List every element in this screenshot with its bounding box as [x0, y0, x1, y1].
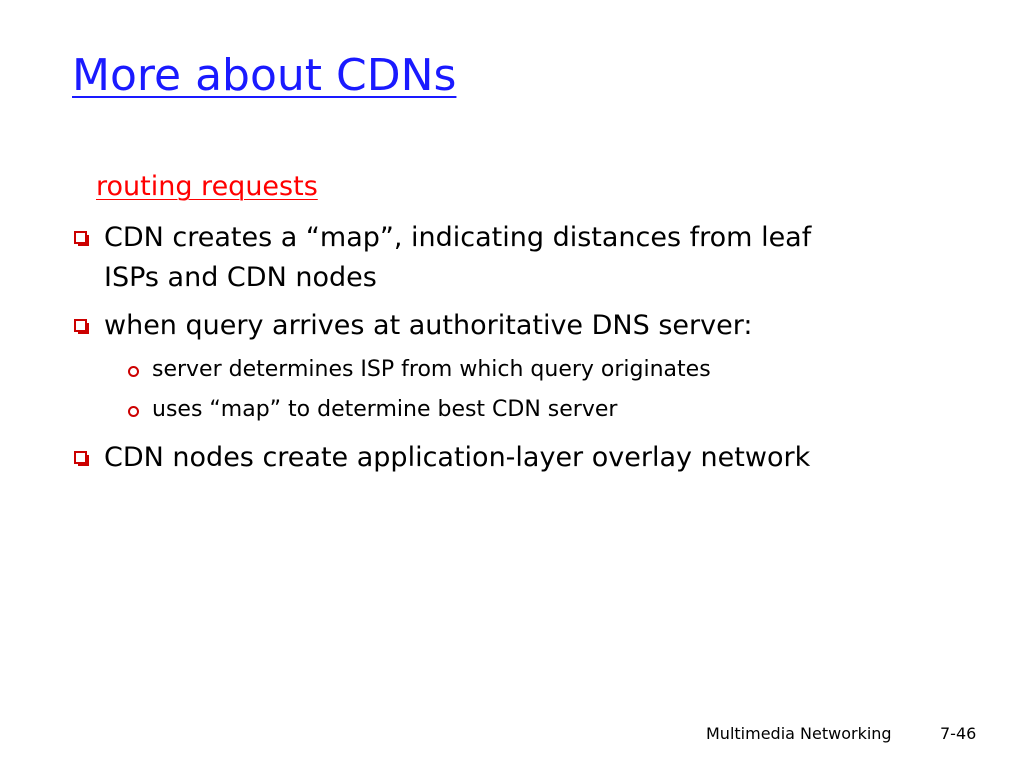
bullet-text: CDN nodes create application-layer overlay network: [104, 442, 811, 473]
hollow-square-bullet-icon: [74, 451, 87, 464]
bullet-text: when query arrives at authoritative DNS server:: [104, 310, 753, 341]
sub-bullet-text: uses “map” to determine best CDN server: [152, 397, 618, 422]
sub-bullet-text: server determines ISP from which query originates: [152, 357, 711, 382]
hollow-square-bullet-icon: [74, 319, 87, 332]
bullet-text: CDN creates a “map”, indicating distances from leaf ISPs and CDN nodes: [104, 222, 812, 293]
hollow-square-bullet-icon: [74, 231, 87, 244]
hollow-circle-bullet-icon: [128, 366, 139, 377]
hollow-circle-bullet-icon: [128, 406, 139, 417]
footer-page-number: 7-46: [940, 724, 977, 743]
slide-title: More about CDNs: [72, 50, 457, 101]
footer-chapter: Multimedia Networking: [706, 724, 892, 743]
section-heading: routing requests: [96, 171, 318, 202]
